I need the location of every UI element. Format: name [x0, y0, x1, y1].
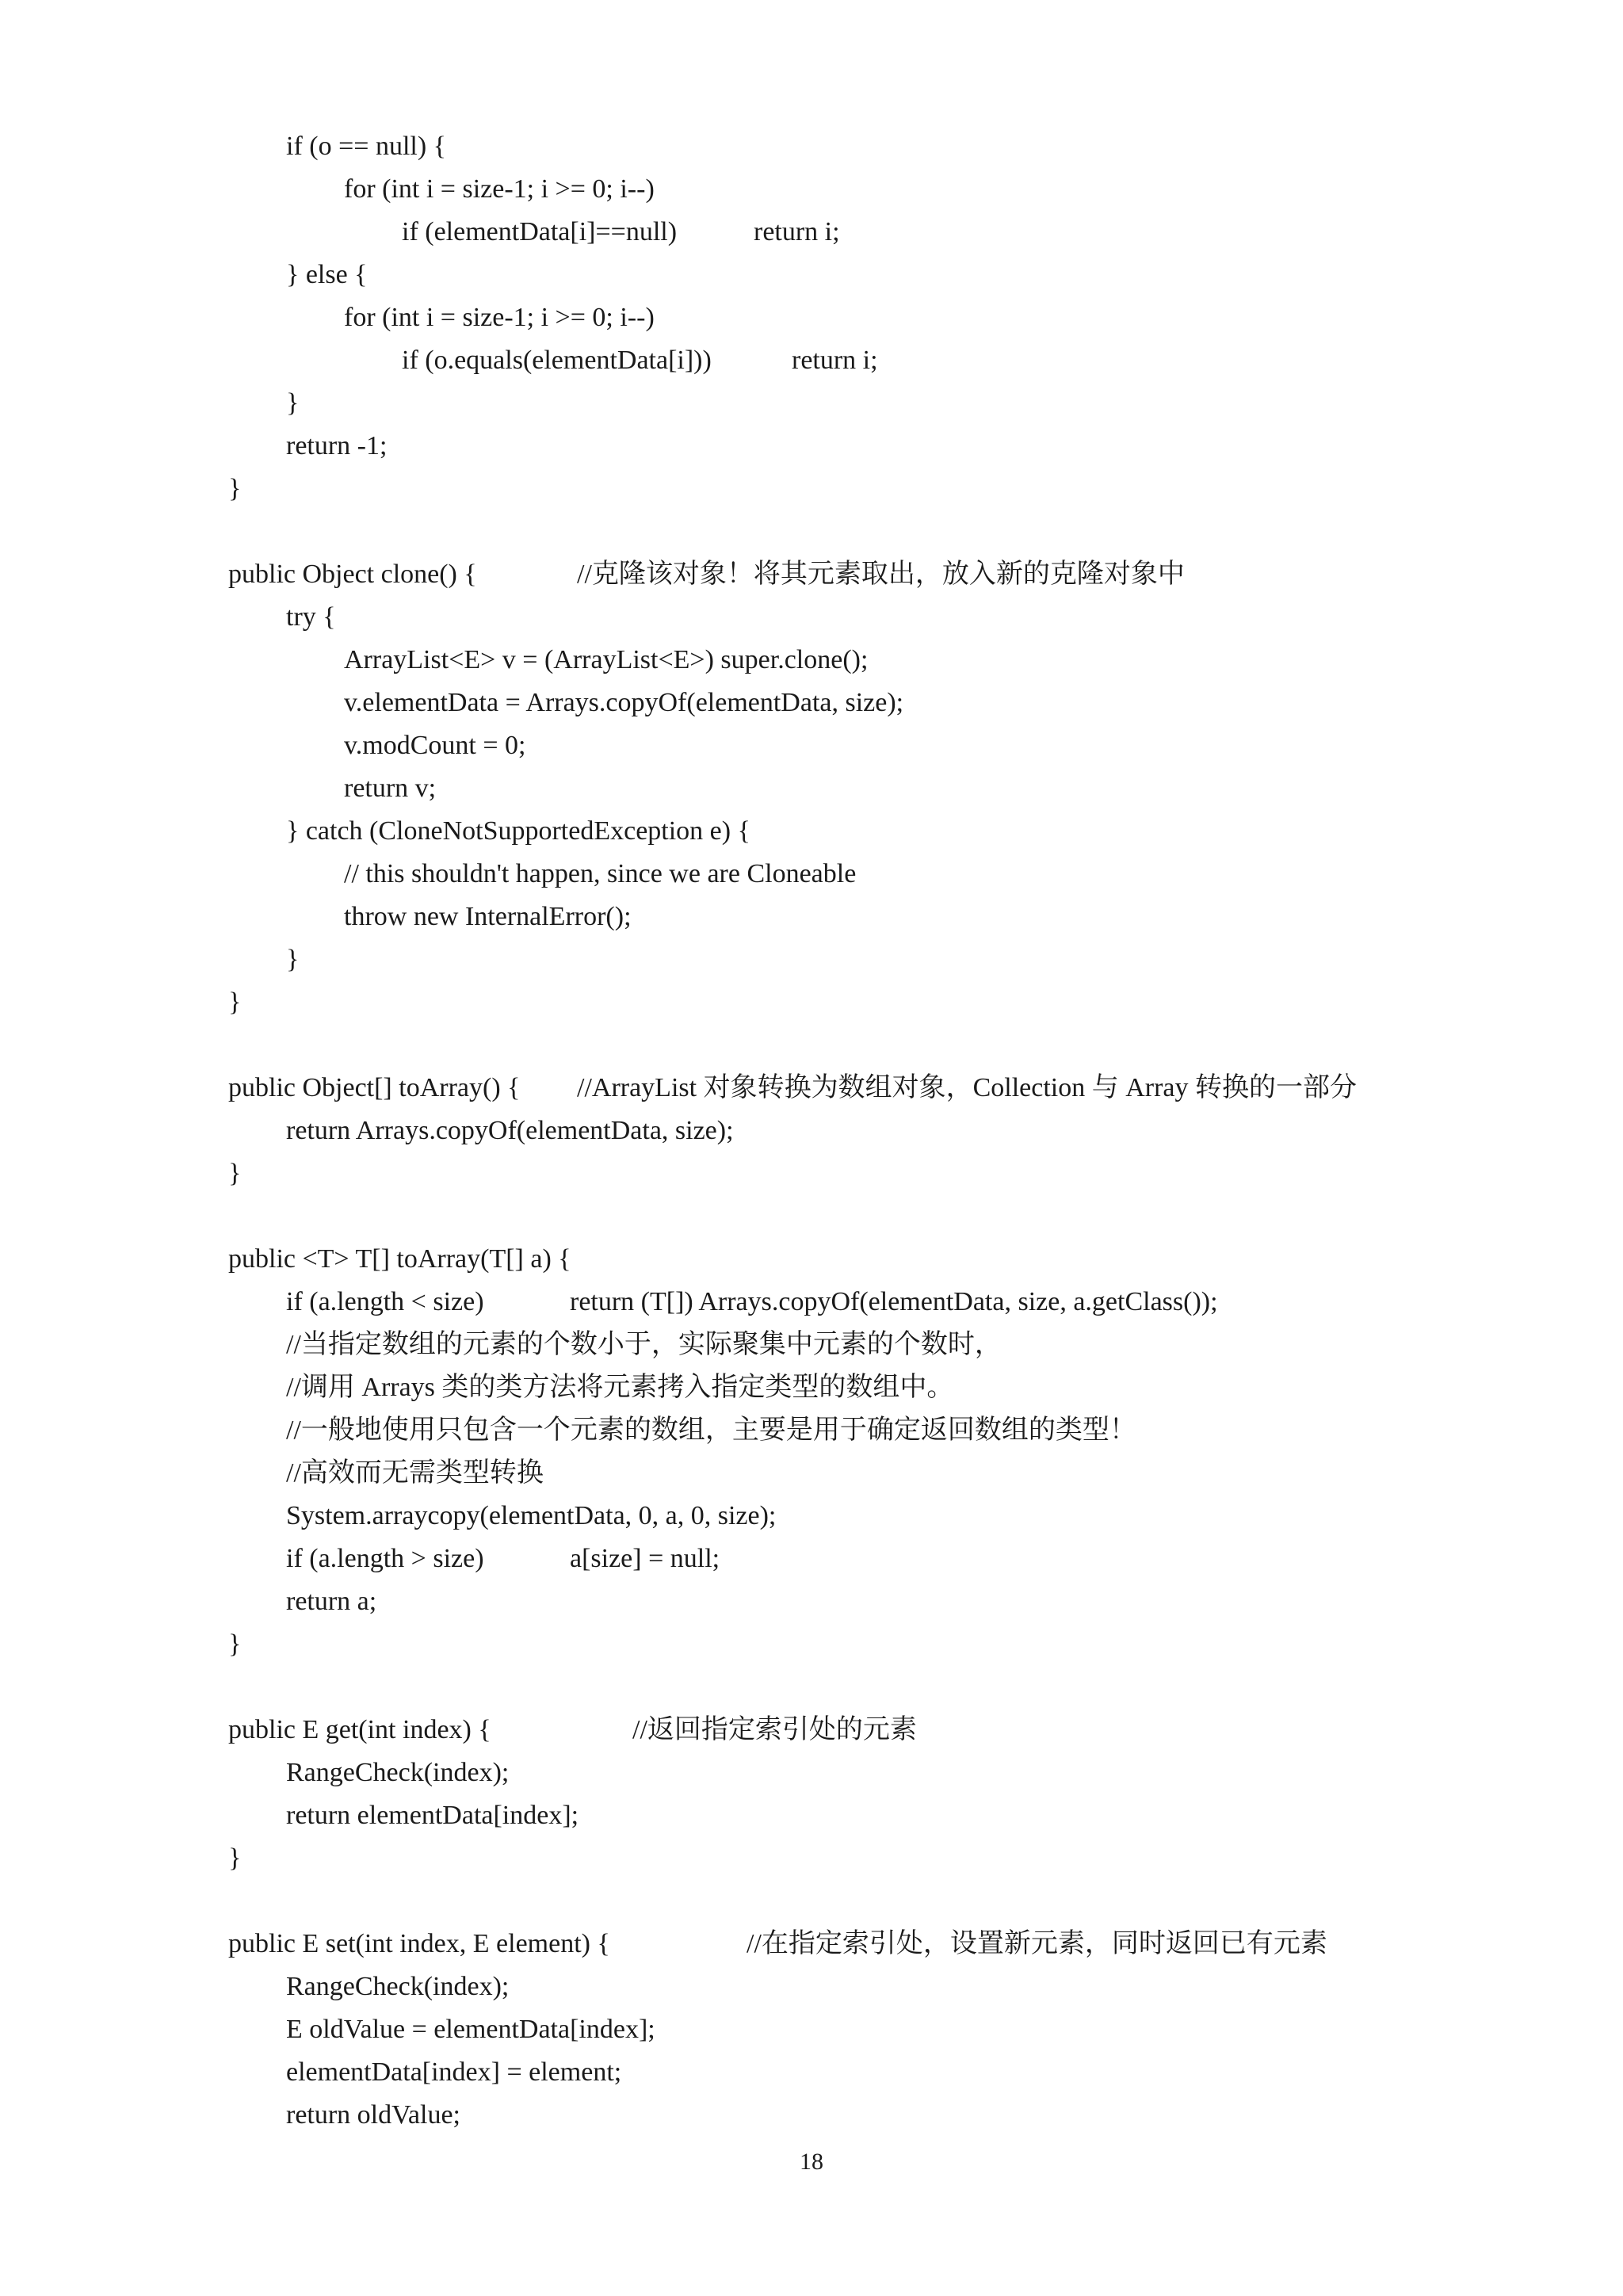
code-line: return v;: [344, 774, 437, 803]
code-line: if (a.length < size) return (T[]) Arrays.copyOf(elementData, size, a.getClass());: [286, 1287, 1218, 1316]
code-line: }: [286, 388, 300, 418]
code-line: } else {: [286, 260, 368, 289]
blank-line: [228, 1666, 1528, 1709]
code-line: E oldValue = elementData[index];: [286, 2015, 655, 2044]
code-line: v.modCount = 0;: [344, 731, 526, 760]
code-line: if (a.length > size) a[size] = null;: [286, 1544, 720, 1573]
code-line: RangeCheck(index);: [286, 1972, 510, 2001]
code-line: try {: [286, 602, 336, 632]
code-line: System.arraycopy(elementData, 0, a, 0, size);: [286, 1501, 777, 1530]
code-comment: //在指定索引处，设置新元素，同时返回已有元素: [747, 1929, 1327, 1958]
code-line: }: [228, 1843, 242, 1873]
code-line: }: [228, 1159, 242, 1188]
code-line: }: [228, 1629, 242, 1659]
code-line: }: [286, 945, 300, 974]
code-line: //调用 Arrays 类的类方法将元素拷入指定类型的数组中。: [286, 1373, 954, 1402]
code-line: //当指定数组的元素的个数小于，实际聚集中元素的个数时，: [286, 1330, 1002, 1359]
code-line: return a;: [286, 1587, 377, 1616]
code-line: public E set(int index, E element) { //在指定索引处，设置新元素，同时返回已有元素: [228, 1923, 1528, 1966]
code-line: if (o == null) {: [286, 132, 446, 161]
code-line: public Object clone() { //克隆该对象！将其元素取出，放入新的克隆对象中: [228, 553, 1528, 596]
code-line: } catch (CloneNotSupportedException e) {: [286, 816, 750, 846]
code-line: if (o.equals(elementData[i])) return i;: [402, 346, 878, 375]
code-line: //高效而无需类型转换: [286, 1458, 544, 1488]
code-line: if (elementData[i]==null) return i;: [402, 217, 840, 246]
code-line: RangeCheck(index);: [286, 1758, 510, 1787]
code-comment: //ArrayList 对象转换为数组对象，Collection 与 Array 转换的一部分: [577, 1073, 1358, 1102]
code-line: elementData[index] = element;: [286, 2057, 622, 2087]
code-line: return -1;: [286, 431, 388, 460]
code-line: // this shouldn't happen, since we are Cloneable: [344, 859, 857, 888]
code-comment: //克隆该对象！将其元素取出，放入新的克隆对象中: [577, 560, 1185, 589]
code-line: }: [228, 988, 242, 1017]
code-listing: [228, 125, 1528, 2137]
code-line: return oldValue;: [286, 2100, 460, 2130]
code-line: return elementData[index];: [286, 1801, 579, 1830]
code-line: throw new InternalError();: [344, 902, 632, 931]
code-line: v.elementData = Arrays.copyOf(elementData, size);: [344, 688, 904, 717]
code-line: public E get(int index) { //返回指定索引处的元素: [228, 1709, 1528, 1752]
code-comment: //返回指定索引处的元素: [632, 1715, 917, 1744]
code-line: ArrayList<E> v = (ArrayList<E>) super.clone();: [344, 645, 869, 674]
code-line: public <T> T[] toArray(T[] a) {: [228, 1244, 571, 1274]
code-line: for (int i = size-1; i >= 0; i--): [344, 303, 655, 332]
code-line: for (int i = size-1; i >= 0; i--): [344, 174, 655, 204]
code-line: public Object[] toArray() { //ArrayList 对象转换为数组对象，Collection 与 Array 转换的一部分: [228, 1067, 1528, 1110]
code-line: return Arrays.copyOf(elementData, size);: [286, 1116, 734, 1145]
code-line: //一般地使用只包含一个元素的数组，主要是用于确定返回数组的类型！: [286, 1415, 1136, 1445]
page-number: 18: [800, 2149, 823, 2175]
blank-line: [228, 1195, 1528, 1238]
code-line: }: [228, 474, 242, 503]
blank-line: [228, 1880, 1528, 1923]
blank-line: [228, 510, 1528, 553]
blank-line: [228, 1024, 1528, 1067]
